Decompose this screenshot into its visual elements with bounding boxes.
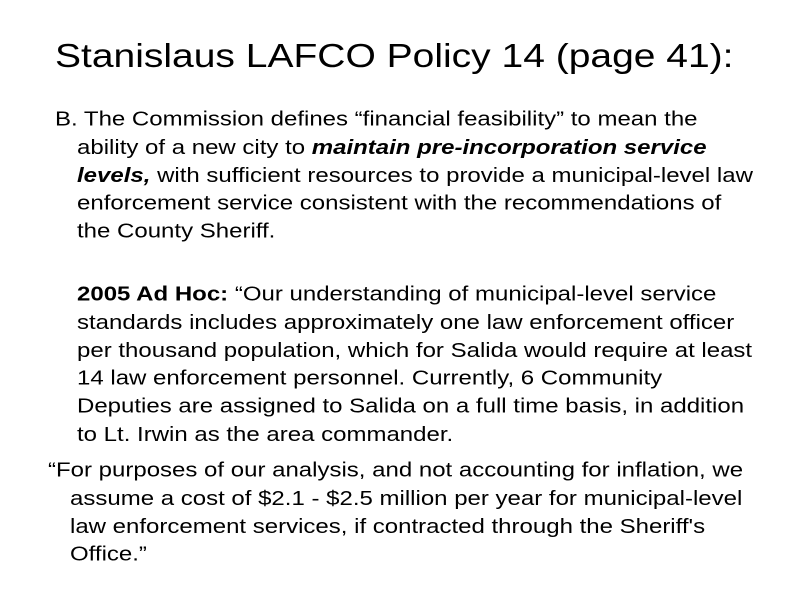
text-run-adhoc-label: 2005 Ad Hoc: bbox=[77, 282, 229, 306]
paragraph-cost-quote bbox=[48, 457, 755, 569]
text-run-adhoc-quote: “Our understanding of municipal-level service standards includes approximately one law enforcement officer per thousand population, which for Salida would require at least 14 law enforcement personnel. Currently, 6 Community Deputies are assigned to Salida on a full time basis, in addition to Lt. Irwin as the area commander. bbox=[77, 282, 753, 446]
paragraph-2005-ad-hoc bbox=[77, 281, 754, 449]
paragraph-financial-feasibility bbox=[55, 106, 757, 246]
text-run-regular: B. The Commission defines “financial feasibility” to mean the ability of a new city to bbox=[55, 107, 698, 159]
slide-title: Stanislaus LAFCO Policy 14 (page 41): bbox=[55, 37, 734, 75]
text-run-regular: with sufficient resources to provide a municipal-level law enforcement service consistent with the recommendations of the County Sheriff. bbox=[77, 163, 753, 243]
text-run-cost-quote: “For purposes of our analysis, and not accounting for inflation, we assume a cost of $2.1 - $2.5 million per year for municipal-level law enforcement services, if contracted through the Sheriff's Office.” bbox=[48, 458, 744, 566]
text-run-emphasis-maintain-levels: maintain pre-incorporation service levels, bbox=[77, 135, 707, 187]
